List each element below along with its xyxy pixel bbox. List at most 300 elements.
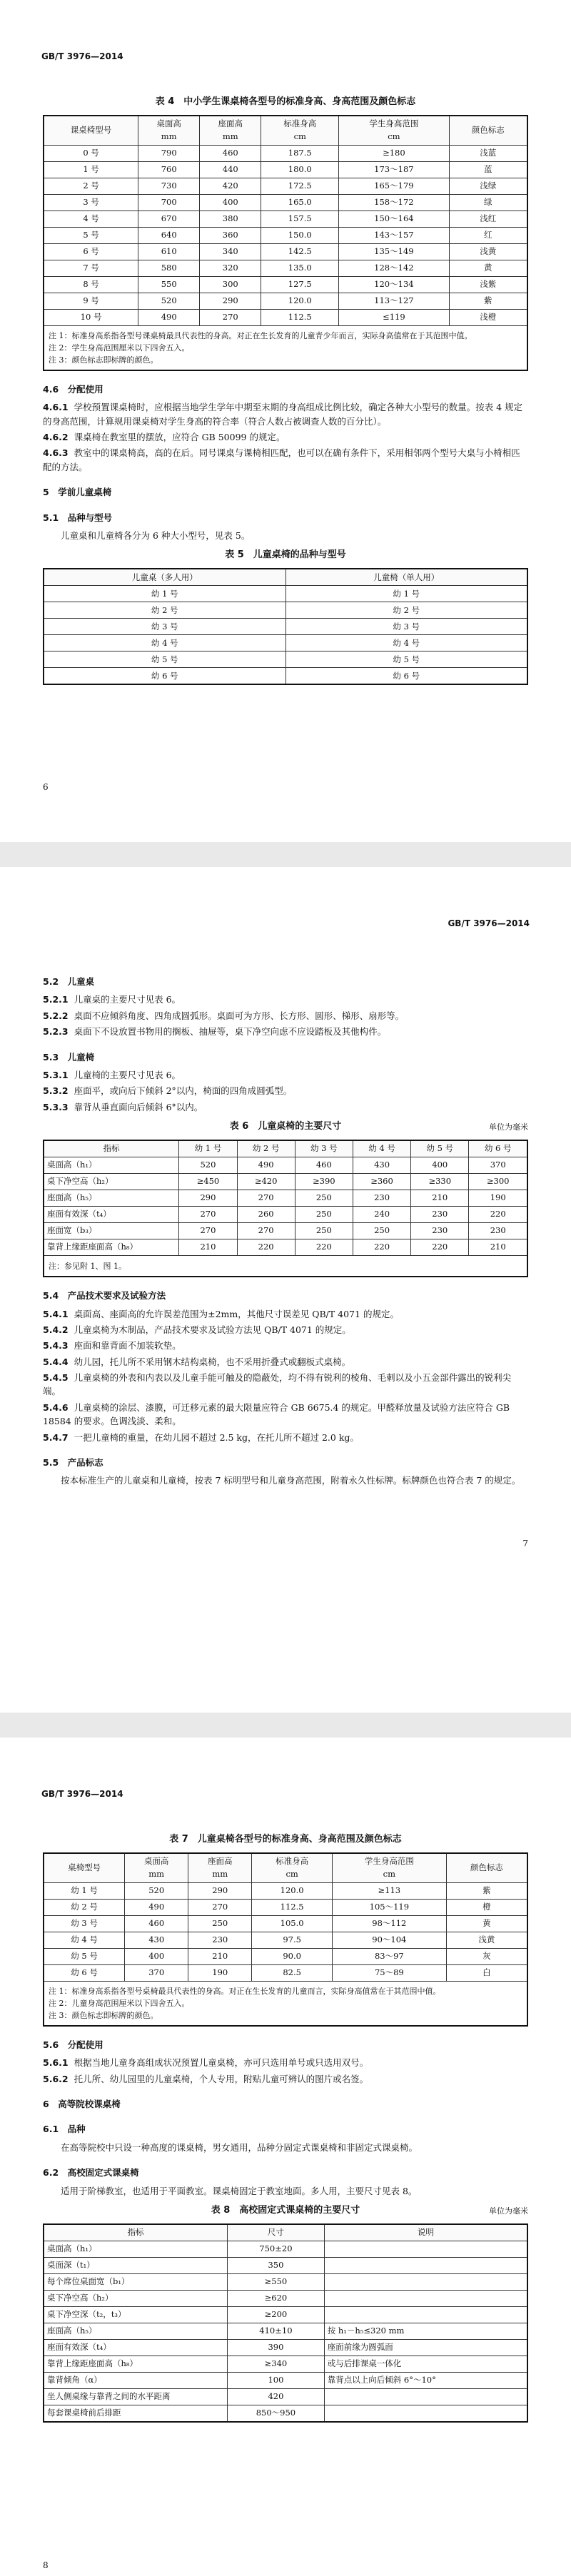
- table-cell: 750±20: [228, 2241, 325, 2258]
- note: 注 1：标准身高系指各型号桌椅最具代表性的身高。对正在生长发育的儿童而言，实际身高值常在于其范围中值。: [49, 1986, 441, 1996]
- running-header: GB/T 3976—2014: [41, 1789, 123, 1799]
- table-row: [44, 1157, 527, 1174]
- table-cell: 98～112: [332, 1915, 446, 1932]
- table-cell: 幼 2 号: [286, 602, 527, 619]
- table-row: [44, 1915, 527, 1932]
- page-content: [43, 963, 528, 1492]
- clause-5-6-2: 5.6.2 托儿所、幼儿园里的儿童桌椅，个人专用，附贴儿童可辨认的图片或名签。: [43, 2073, 369, 2084]
- table-row: [44, 1932, 527, 1948]
- table-row: [44, 668, 527, 685]
- table-cell: 9 号: [44, 293, 138, 309]
- table-row: [44, 260, 527, 276]
- table-cell: 按 h₁－h₅≤320 mm: [324, 2323, 527, 2340]
- table-cell: 幼 4 号: [286, 635, 527, 651]
- table-cell: 幼 4 号: [44, 635, 286, 651]
- table-cell: [324, 2405, 527, 2423]
- table-cell: 幼 2 号: [44, 602, 286, 619]
- table-cell: 幼 1 号: [286, 586, 527, 602]
- column-header: 幼 5 号: [411, 1140, 469, 1157]
- table-cell: 浅橙: [449, 309, 527, 325]
- table-cell: 143～157: [339, 227, 449, 243]
- table-cell: ≥200: [228, 2307, 325, 2323]
- table-cell: 8 号: [44, 276, 138, 293]
- column-header: 课桌椅型号: [44, 116, 138, 145]
- table-cell: 83～97: [332, 1948, 446, 1964]
- table-5: [43, 568, 528, 685]
- table-cell: 850～950: [228, 2405, 325, 2423]
- column-header: 座面高 mm: [188, 1853, 252, 1882]
- section-6-title: 6 高等院校课桌椅: [43, 2099, 121, 2110]
- table-cell: 260: [237, 1207, 295, 1223]
- table-cell: 座面有效深（t₄）: [44, 1207, 179, 1223]
- table-cell: 320: [200, 260, 261, 276]
- clause-5-2-1: 5.2.1 儿童桌的主要尺寸见表 6。: [43, 994, 181, 1005]
- table-cell: 670: [138, 211, 200, 227]
- page-number: 8: [43, 2560, 49, 2570]
- table-cell: 220: [237, 1239, 295, 1256]
- table-cell: 440: [200, 161, 261, 178]
- note: 注 2：学生身高范围厘米以下四舍五入。: [49, 343, 190, 353]
- table-cell: 6 号: [44, 243, 138, 260]
- table-cell: 230: [411, 1223, 469, 1239]
- table-cell: 760: [138, 161, 200, 178]
- column-header: 桌面高 mm: [138, 116, 200, 145]
- table-cell: 112.5: [261, 309, 339, 325]
- table-8: [43, 2223, 528, 2423]
- table-cell: 幼 5 号: [44, 651, 286, 668]
- table-cell: 210: [469, 1239, 527, 1256]
- table-row: [44, 651, 527, 668]
- table-cell: ≥180: [339, 145, 449, 161]
- table-cell: 红: [449, 227, 527, 243]
- table-cell: 2 号: [44, 178, 138, 194]
- page-7: [0, 867, 571, 1713]
- table-cell: 250: [295, 1190, 353, 1207]
- table-cell: ≥360: [353, 1174, 410, 1190]
- section-5-6-title: 5.6 分配使用: [43, 2039, 103, 2050]
- table-cell: 172.5: [261, 178, 339, 194]
- table-cell: 580: [138, 260, 200, 276]
- page-content: [43, 89, 528, 685]
- table-cell: 490: [237, 1157, 295, 1174]
- table-row: [44, 161, 527, 178]
- table-cell: 幼 5 号: [286, 651, 527, 668]
- table-8-unit: 单位为毫米: [489, 2206, 528, 2216]
- table-cell: 250: [295, 1223, 353, 1239]
- clause-5-4-3: 5.4.3 座面和靠背面不加装软垫。: [43, 1340, 181, 1352]
- table-cell: 420: [228, 2389, 325, 2405]
- table-cell: ≥340: [228, 2356, 325, 2373]
- table-cell: 座面高（h₅）: [44, 1190, 179, 1207]
- table-cell: 220: [353, 1239, 410, 1256]
- table-cell: 490: [125, 1899, 188, 1915]
- table-cell: 浅蓝: [449, 145, 527, 161]
- table-cell: 桌面高（h₁）: [44, 1157, 179, 1174]
- table-4-notes: [44, 325, 527, 370]
- table-row: [44, 178, 527, 194]
- page-number: 6: [43, 782, 49, 792]
- table-cell: 135～149: [339, 243, 449, 260]
- table-cell: 165.0: [261, 194, 339, 211]
- section-6-1-text: 在高等院校中只设一种高度的课桌椅，男女通用，品种分固定式课桌椅和非固定式课桌椅。: [61, 2141, 418, 2153]
- table-cell: 幼 5 号: [44, 1948, 125, 1964]
- page-number: 7: [522, 1538, 528, 1548]
- table-cell: 座面有效深（t₄）: [44, 2340, 228, 2356]
- table-cell: 370: [125, 1964, 188, 1981]
- table-cell: 或与后排课桌一体化: [324, 2356, 527, 2373]
- table-cell: ≤119: [339, 309, 449, 325]
- table-cell: 150～164: [339, 211, 449, 227]
- table-cell: 460: [125, 1915, 188, 1932]
- clause-4-6-2: 4.6.2 课桌椅在教室里的摆放，应符合 GB 50099 的规定。: [43, 432, 286, 443]
- table-cell: 180.0: [261, 161, 339, 178]
- section-5-1-text: 儿童桌和儿童椅各分为 6 种大小型号，见表 5。: [61, 529, 251, 541]
- table-cell: 浅黄: [449, 243, 527, 260]
- table-cell: 0 号: [44, 145, 138, 161]
- table-cell: 550: [138, 276, 200, 293]
- table-row: [44, 145, 527, 161]
- clause-5-4-7: 5.4.7 一把儿童椅的重量，在幼儿园不超过 2.5 kg，在托儿所不超过 2.0 kg。: [43, 1431, 359, 1443]
- table-cell: 135.0: [261, 260, 339, 276]
- table-cell: 173～187: [339, 161, 449, 178]
- table-cell: [324, 2258, 527, 2274]
- table-row: [44, 2258, 527, 2274]
- table-cell: 400: [411, 1157, 469, 1174]
- table-cell: 桌下净空高（h₂）: [44, 1174, 179, 1190]
- table-cell: 黄: [446, 1915, 527, 1932]
- table-cell: 黄: [449, 260, 527, 276]
- table-cell: 157.5: [261, 211, 339, 227]
- table-7: [43, 1852, 528, 2027]
- table-4: [43, 115, 528, 371]
- table-cell: 90.0: [252, 1948, 333, 1964]
- table-row: [44, 1207, 527, 1223]
- column-header: 标准身高 cm: [252, 1853, 333, 1882]
- table-cell: 430: [353, 1157, 410, 1174]
- table-cell: 460: [295, 1157, 353, 1174]
- table-cell: 白: [446, 1964, 527, 1981]
- table-cell: 幼 4 号: [44, 1932, 125, 1948]
- table-cell: 每套课桌椅前后排距: [44, 2405, 228, 2423]
- table-row: [44, 2307, 527, 2323]
- column-header: 尺寸: [228, 2224, 325, 2241]
- table-cell: 座面前缘为圆弧面: [324, 2340, 527, 2356]
- table-cell: 210: [188, 1948, 252, 1964]
- table-cell: 每个席位桌面宽（b₁）: [44, 2274, 228, 2291]
- table-cell: ≥390: [295, 1174, 353, 1190]
- table-row: [44, 2274, 527, 2291]
- table-cell: 290: [200, 293, 261, 309]
- column-header: 学生身高范围 cm: [332, 1853, 446, 1882]
- table-row: [44, 2405, 527, 2423]
- column-header: 儿童桌（多人用）: [44, 569, 286, 586]
- table-row: [44, 194, 527, 211]
- table-row: [44, 1964, 527, 1981]
- table-cell: 120.0: [261, 293, 339, 309]
- table-cell: 220: [469, 1207, 527, 1223]
- column-header: 指标: [44, 2224, 228, 2241]
- table-6-caption: 表 6 儿童桌椅的主要尺寸 单位为毫米: [43, 1120, 528, 1134]
- table-row: [44, 243, 527, 260]
- table-row: [44, 1948, 527, 1964]
- table-row: [44, 2340, 527, 2356]
- section-5-3-title: 5.3 儿童椅: [43, 1051, 95, 1063]
- table-cell: 270: [237, 1223, 295, 1239]
- column-header: 幼 4 号: [353, 1140, 410, 1157]
- table-cell: 187.5: [261, 145, 339, 161]
- table-row: [44, 276, 527, 293]
- table-cell: 520: [125, 1882, 188, 1899]
- page-6: [0, 0, 571, 842]
- clause-5-3-1: 5.3.1 儿童椅的主要尺寸见表 6。: [43, 1069, 181, 1080]
- column-header: 桌椅型号: [44, 1853, 125, 1882]
- table-cell: 75～89: [332, 1964, 446, 1981]
- table-row: [44, 2241, 527, 2258]
- section-6-2-title: 6.2 高校固定式课桌椅: [43, 2167, 139, 2179]
- table-cell: ≥550: [228, 2274, 325, 2291]
- clause-5-4-1: 5.4.1 桌面高、座面高的允许误差范围为±2mm，其他尺寸误差见 QB/T 4071 的规定。: [43, 1308, 399, 1319]
- table-row: [44, 1190, 527, 1207]
- table-cell: 380: [200, 211, 261, 227]
- table-cell: 浅黄: [446, 1932, 527, 1948]
- table-row: [44, 2356, 527, 2373]
- table-row: [44, 635, 527, 651]
- table-row: [44, 602, 527, 619]
- table-cell: 3 号: [44, 194, 138, 211]
- table-cell: 230: [353, 1190, 410, 1207]
- table-cell: ≥330: [411, 1174, 469, 1190]
- table-cell: 120.0: [252, 1882, 333, 1899]
- table-cell: 100: [228, 2373, 325, 2389]
- table-cell: 7 号: [44, 260, 138, 276]
- note: 注 3：颜色标志即标牌的颜色。: [49, 355, 158, 365]
- running-header: GB/T 3976—2014: [448, 918, 530, 928]
- table-cell: 靠背点以上向后倾斜 6°～10°: [324, 2373, 527, 2389]
- table-cell: 290: [188, 1882, 252, 1899]
- table-cell: 4 号: [44, 211, 138, 227]
- table-cell: 270: [179, 1223, 237, 1239]
- note: 注 1：标准身高系指各型号课桌椅最具代表性的身高。对正在生长发育的儿童青少年而言，实际身高值常在于其范围中值。: [49, 330, 473, 340]
- table-cell: 105～119: [332, 1899, 446, 1915]
- table-cell: 520: [138, 293, 200, 309]
- clause-5-2-3: 5.2.3 桌面下不设放置书物用的搁板、抽屉等，桌下净空向虑不应设踏板及其他构件。: [43, 1026, 387, 1038]
- table-cell: 桌下净空深（t₂，t₃）: [44, 2307, 228, 2323]
- table-cell: 400: [200, 194, 261, 211]
- table-cell: 640: [138, 227, 200, 243]
- clause-5-4-5: 5.4.5 儿童桌椅的外表和内表以及儿童手能可触及的隐蔽处，均不得有锐利的棱角、毛刺以及小五金部件露出的锐利尖端。: [43, 1372, 512, 1397]
- column-header: 指标: [44, 1140, 179, 1157]
- clause-5-3-3: 5.3.3 靠背从垂直面向后倾斜 6°以内。: [43, 1101, 203, 1112]
- column-header: 儿童椅（单人用）: [286, 569, 527, 586]
- column-header: 幼 1 号: [179, 1140, 237, 1157]
- table-8-caption: 表 8 高校固定式课桌椅的主要尺寸 单位为毫米: [43, 2204, 528, 2218]
- table-cell: 300: [200, 276, 261, 293]
- section-4-6-title: 4.6 分配使用: [43, 383, 103, 395]
- table-cell: 128～142: [339, 260, 449, 276]
- clause-4-6-3: 4.6.3 教室中的课桌椅高，高的在后。同号课桌与课椅相匹配，也可以在确有条件下，采用相邻两个型号大桌与小椅相匹配的方法。: [43, 447, 520, 472]
- clause-5-3-2: 5.3.2 座面平，或向后下倾斜 2°以内，椅面的四角成圆弧型。: [43, 1085, 293, 1097]
- table-row: [44, 2323, 527, 2340]
- table-cell: 730: [138, 178, 200, 194]
- table-cell: 97.5: [252, 1932, 333, 1948]
- table-cell: 浅绿: [449, 178, 527, 194]
- table-row: [44, 619, 527, 635]
- table-cell: 190: [469, 1190, 527, 1207]
- table-cell: 430: [125, 1932, 188, 1948]
- table-cell: 250: [295, 1207, 353, 1223]
- table-cell: 浅紫: [449, 276, 527, 293]
- table-cell: 370: [469, 1157, 527, 1174]
- clause-5-4-2: 5.4.2 儿童桌椅为木制品，产品技术要求及试验方法见 QB/T 4071 的规定。: [43, 1324, 351, 1335]
- table-cell: 190: [188, 1964, 252, 1981]
- table-row: [44, 2291, 527, 2307]
- column-header: 座面高 mm: [200, 116, 261, 145]
- table-cell: 10 号: [44, 309, 138, 325]
- table-cell: 390: [228, 2340, 325, 2356]
- table-cell: 105.0: [252, 1915, 333, 1932]
- table-cell: 230: [411, 1207, 469, 1223]
- table-cell: 幼 1 号: [44, 1882, 125, 1899]
- note: 注 2：儿童身高范围厘米以下四舍五入。: [49, 1998, 190, 2008]
- table-cell: 靠背上缘距座面高（h₈）: [44, 1239, 179, 1256]
- table-cell: 270: [200, 309, 261, 325]
- table-cell: 250: [188, 1915, 252, 1932]
- running-header: GB/T 3976—2014: [41, 51, 123, 61]
- table-row: [44, 1882, 527, 1899]
- column-header: 幼 3 号: [295, 1140, 353, 1157]
- section-5-5-title: 5.5 产品标志: [43, 1456, 103, 1468]
- table-cell: [324, 2241, 527, 2258]
- table-cell: 113～127: [339, 293, 449, 309]
- table-cell: 112.5: [252, 1899, 333, 1915]
- note: 注 3：颜色标志即标牌的颜色。: [49, 2010, 158, 2020]
- table-cell: 460: [200, 145, 261, 161]
- table-row: [44, 309, 527, 325]
- column-header: 幼 6 号: [469, 1140, 527, 1157]
- table-cell: 165～179: [339, 178, 449, 194]
- table-cell: 幼 3 号: [286, 619, 527, 635]
- clause-5-4-4: 5.4.4 幼儿园，托儿所不采用钢木结构桌椅，也不采用折叠式或翻板式桌椅。: [43, 1356, 351, 1367]
- table-cell: 靠背倾角（α）: [44, 2373, 228, 2389]
- table-cell: 520: [179, 1157, 237, 1174]
- table-cell: 桌面高（h₁）: [44, 2241, 228, 2258]
- table-row: [44, 1899, 527, 1915]
- table-row: [44, 2373, 527, 2389]
- section-5-5-text: 按本标准生产的儿童桌和儿童椅，按表 7 标明型号和儿童身高范围，附着永久性标牌。标牌颜色也符合表 7 的规定。: [61, 1475, 521, 1486]
- table-row: [44, 2389, 527, 2405]
- section-5-2-title: 5.2 儿童桌: [43, 976, 95, 987]
- table-cell: 幼 1 号: [44, 586, 286, 602]
- table-row: [44, 227, 527, 243]
- table-cell: 1 号: [44, 161, 138, 178]
- section-5-1-title: 5.1 品种与型号: [43, 512, 113, 523]
- table-cell: 幼 2 号: [44, 1899, 125, 1915]
- clause-5-6-1: 5.6.1 根据当地儿童身高组成状况预置儿童桌椅，亦可只选用单号或只选用双号。: [43, 2057, 369, 2069]
- table-cell: 幼 6 号: [44, 1964, 125, 1981]
- table-5-caption: 表 5 儿童桌椅的品种与型号: [225, 549, 346, 561]
- table-cell: ≥113: [332, 1882, 446, 1899]
- page-8: [0, 1738, 571, 2576]
- table-cell: 270: [179, 1207, 237, 1223]
- table-cell: 灰: [446, 1948, 527, 1964]
- table-cell: ≥620: [228, 2291, 325, 2307]
- table-cell: 90～104: [332, 1932, 446, 1948]
- table-cell: 5 号: [44, 227, 138, 243]
- table-cell: [324, 2274, 527, 2291]
- table-cell: 410±10: [228, 2323, 325, 2340]
- table-6: [43, 1140, 528, 1277]
- clause-5-2-2: 5.2.2 桌面不应倾斜角度、四角成圆弧形。桌面可为方形、长方形、圆形、梯形、扇形等。: [43, 1010, 405, 1021]
- table-cell: 270: [188, 1899, 252, 1915]
- table-cell: [324, 2307, 527, 2323]
- table-cell: 150.0: [261, 227, 339, 243]
- table-cell: 700: [138, 194, 200, 211]
- table-7-notes: [44, 1981, 527, 2026]
- column-header: 学生身高范围 cm: [339, 116, 449, 145]
- table-cell: 250: [353, 1223, 410, 1239]
- table-cell: 350: [228, 2258, 325, 2274]
- table-cell: 127.5: [261, 276, 339, 293]
- table-cell: 绿: [449, 194, 527, 211]
- table-6-unit: 单位为毫米: [489, 1122, 528, 1132]
- column-header: 桌面高 mm: [125, 1853, 188, 1882]
- table-cell: 240: [353, 1207, 410, 1223]
- table-cell: [324, 2389, 527, 2405]
- table-cell: 230: [469, 1223, 527, 1239]
- table-cell: 142.5: [261, 243, 339, 260]
- table-row: [44, 293, 527, 309]
- table-cell: 幼 3 号: [44, 619, 286, 635]
- column-header: 颜色标志: [446, 1853, 527, 1882]
- table-cell: 幼 6 号: [44, 668, 286, 685]
- table-4-caption: 表 4 中小学生课桌椅各型号的标准身高、身高范围及颜色标志: [155, 96, 416, 107]
- table-cell: 420: [200, 178, 261, 194]
- table-cell: 158～172: [339, 194, 449, 211]
- table-cell: [324, 2291, 527, 2307]
- clause-4-6-1: 4.6.1 学校预置课桌椅时，应根据当地学生学年中期至末期的身高组成比例比较，确定各种大小型号的数量。按表 4 规定的身高范围，计算规用课桌椅对学生身高的符合率（符合人数占被调查人数的百分比）。: [43, 402, 522, 427]
- table-cell: 靠背上缘距座面高（h₈）: [44, 2356, 228, 2373]
- table-cell: 紫: [446, 1882, 527, 1899]
- table-cell: ≥420: [237, 1174, 295, 1190]
- section-6-1-title: 6.1 品种: [43, 2124, 86, 2135]
- table-cell: 坐人侧桌缘与靠背之间的水平距离: [44, 2389, 228, 2405]
- table-row: [44, 1174, 527, 1190]
- table-row: [44, 586, 527, 602]
- table-cell: 290: [179, 1190, 237, 1207]
- table-cell: 82.5: [252, 1964, 333, 1981]
- table-cell: 蓝: [449, 161, 527, 178]
- table-cell: 桌面深（t₁）: [44, 2258, 228, 2274]
- section-6-2-text: 适用于阶梯教室，也适用于平面教室。课桌椅固定于教室地面。多人用，主要尺寸见表 8。: [61, 2185, 418, 2196]
- table-row: [44, 1239, 527, 1256]
- table-cell: ≥300: [469, 1174, 527, 1190]
- table-cell: 230: [188, 1932, 252, 1948]
- column-header: 标准身高 cm: [261, 116, 339, 145]
- column-header: 说明: [324, 2224, 527, 2241]
- table-cell: 400: [125, 1948, 188, 1964]
- table-cell: 220: [411, 1239, 469, 1256]
- table-cell: 490: [138, 309, 200, 325]
- table-6-note: 注：参见附 1、图 1。: [44, 1256, 527, 1277]
- clause-5-4-6: 5.4.6 儿童桌椅的涂层、漆膜，可迁移元素的最大限量应符合 GB 6675.4 的规定。甲醛释放量及试验方法应符合 GB 18584 的要求。色调浅淡、柔和。: [43, 1401, 510, 1427]
- table-cell: 610: [138, 243, 200, 260]
- table-row: [44, 211, 527, 227]
- table-7-caption: 表 7 儿童桌椅各型号的标准身高、身高范围及颜色标志: [169, 1834, 402, 1845]
- table-cell: 220: [295, 1239, 353, 1256]
- table-cell: 340: [200, 243, 261, 260]
- table-cell: 橙: [446, 1899, 527, 1915]
- column-header: 颜色标志: [449, 116, 527, 145]
